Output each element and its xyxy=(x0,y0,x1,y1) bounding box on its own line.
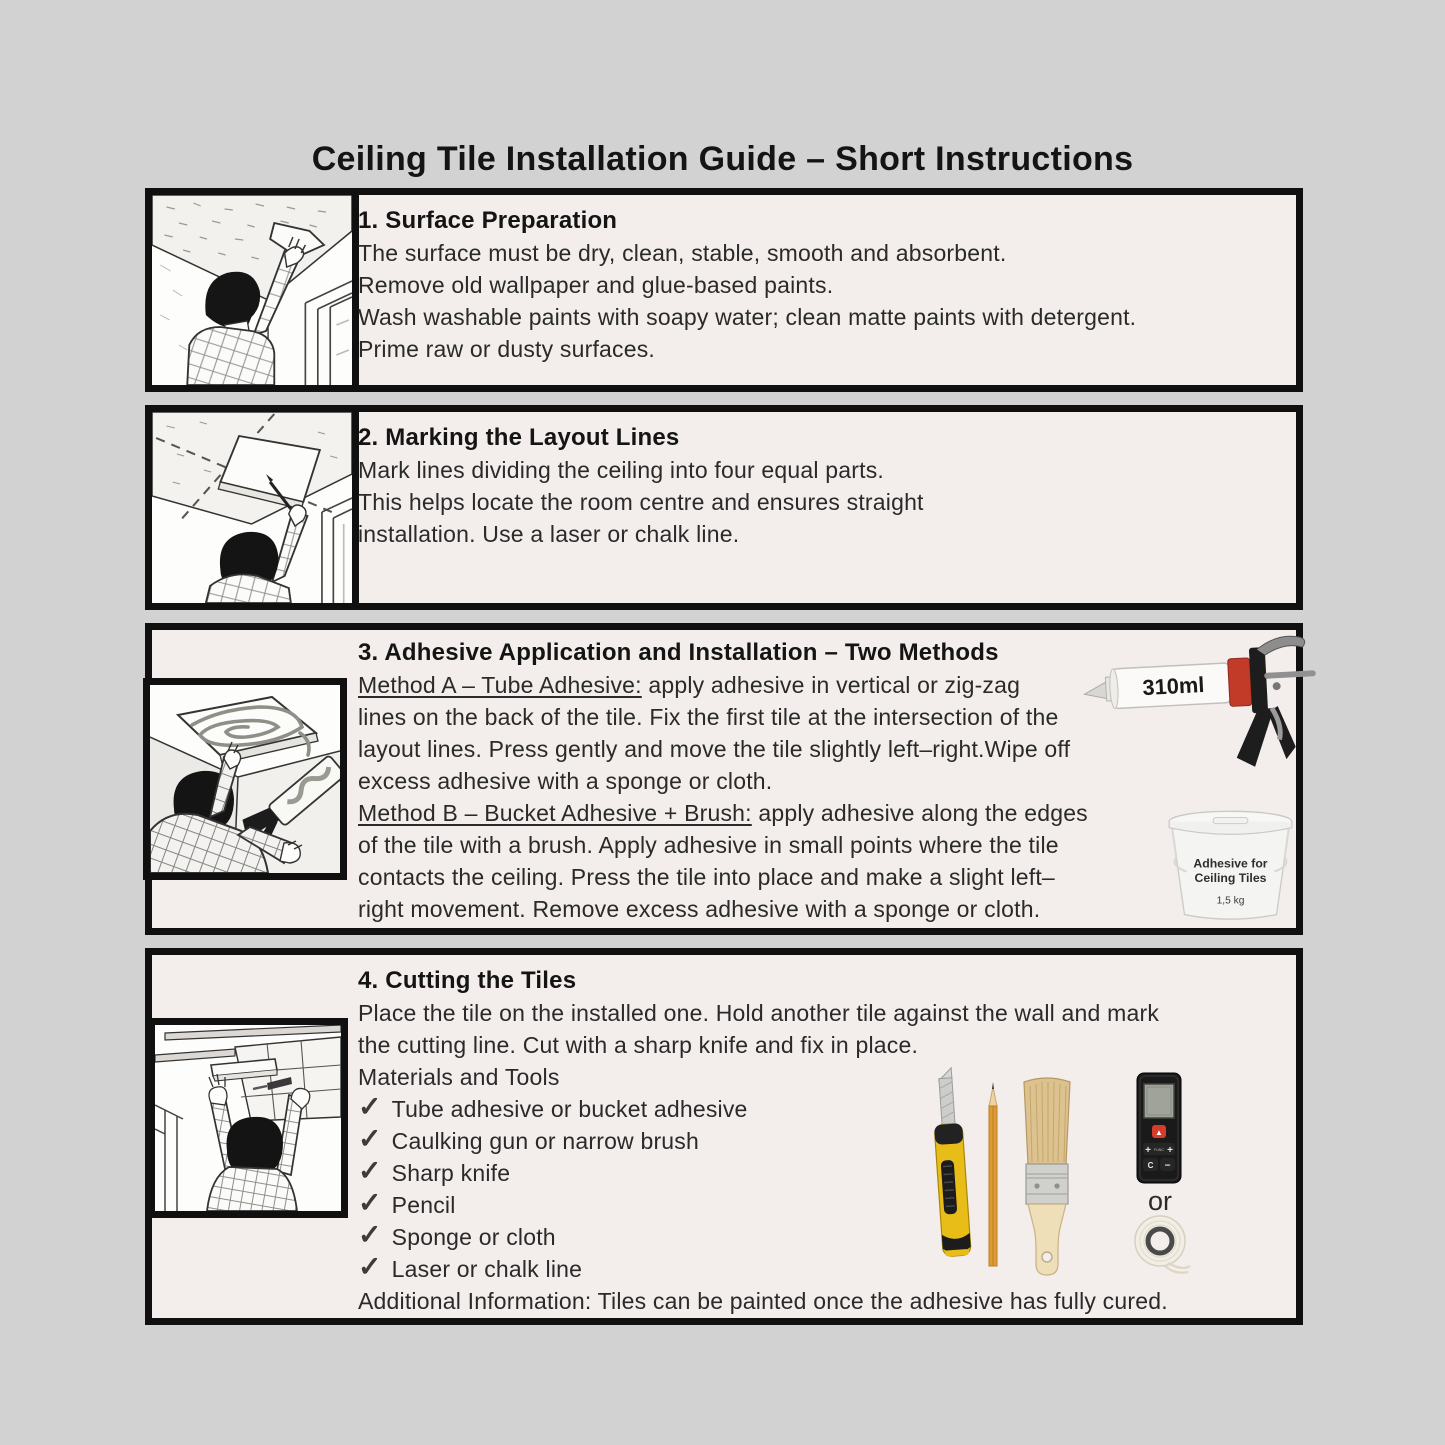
laser-plus-right: + xyxy=(1167,1145,1173,1156)
section1-line: The surface must be dry, clean, stable, smooth and absorbent. xyxy=(358,240,1007,266)
pencil-drawing xyxy=(984,1080,1002,1268)
section3-line: layout lines. Press gently and move the tile slightly left–right.Wipe off xyxy=(358,736,1071,762)
section-surface-preparation xyxy=(145,188,1303,392)
checklist-item-label: Caulking gun or narrow brush xyxy=(391,1128,699,1154)
laser-c-button: C xyxy=(1147,1161,1154,1170)
caulking-gun-drawing xyxy=(1082,632,1320,774)
section3-line: Method A – Tube Adhesive: apply adhesive in vertical or zig-zag xyxy=(358,672,1021,698)
section1-heading: 1. Surface Preparation xyxy=(358,207,618,234)
section3-line: lines on the back of the tile. Fix the first tile at the intersection of the xyxy=(358,704,1059,730)
utility-knife-drawing xyxy=(924,1066,978,1266)
chalk-line-drawing xyxy=(1130,1214,1192,1276)
brush-drawing xyxy=(1016,1076,1078,1278)
section1-line: Wash washable paints with soapy water; clean matte paints with detergent. xyxy=(358,304,1137,330)
checklist-item-label: Sharp knife xyxy=(391,1160,511,1186)
checkmark-icon: ✓ xyxy=(358,1187,382,1218)
utility-knife-image xyxy=(924,1066,978,1266)
section-marking-layout xyxy=(145,405,1303,610)
section4-heading: 4. Cutting the Tiles xyxy=(358,967,577,994)
bucket-label-line2: Ceiling Tiles xyxy=(1194,870,1267,885)
adhesive-bucket-image xyxy=(1162,806,1300,924)
section4-line: Place the tile on the installed one. Hold another tile against the wall and mark xyxy=(358,1000,1160,1026)
pencil-image xyxy=(984,1080,1002,1268)
laser-minus-button: − xyxy=(1164,1160,1171,1172)
section1-line: Prime raw or dusty surfaces. xyxy=(358,336,656,362)
laser-func-label: FUNC xyxy=(1154,1148,1164,1152)
additional-information: Additional Information: Tiles can be painted once the adhesive has fully cured. xyxy=(358,1288,1168,1314)
checklist-item-label: Tube adhesive or bucket adhesive xyxy=(391,1096,748,1122)
marking-drawing xyxy=(152,412,352,603)
checkmark-icon: ✓ xyxy=(358,1251,382,1282)
illustration-surface-prep xyxy=(152,195,359,385)
page-title: Ceiling Tile Installation Guide – Short Instructions xyxy=(311,140,1134,178)
section3-line: Method B – Bucket Adhesive + Brush: apply adhesive along the edges xyxy=(358,800,1088,826)
section3-line: of the tile with a brush. Apply adhesive in small points where the tile xyxy=(358,832,1059,858)
adhesive-drawing xyxy=(150,685,340,873)
cutting-drawing xyxy=(155,1025,341,1211)
brush-image xyxy=(1016,1076,1078,1278)
illustration-adhesive-application xyxy=(143,678,347,880)
illustration-cutting-tiles xyxy=(148,1018,348,1218)
section1-line: Remove old wallpaper and glue-based paints. xyxy=(358,272,834,298)
caulking-gun-image xyxy=(1082,632,1320,774)
surface-prep-drawing xyxy=(152,195,352,385)
section3-line: excess adhesive with a sponge or cloth. xyxy=(358,768,773,794)
section2-heading: 2. Marking the Layout Lines xyxy=(358,424,680,451)
tube-volume-label: 310ml xyxy=(1141,671,1205,701)
checklist-item-label: Pencil xyxy=(391,1192,456,1218)
section2-line: installation. Use a laser or chalk line. xyxy=(358,521,740,547)
bucket-label-line1: Adhesive for xyxy=(1193,856,1268,871)
section3-heading: 3. Adhesive Application and Installation – Two Methods xyxy=(358,639,999,666)
laser-measure-drawing xyxy=(1136,1072,1182,1184)
checklist-item-label: Laser or chalk line xyxy=(391,1256,583,1282)
section2-line: This helps locate the room centre and ensures straight xyxy=(358,489,924,515)
bucket-drawing xyxy=(1162,806,1300,924)
or-label: or xyxy=(1147,1186,1172,1216)
illustration-marking-layout xyxy=(152,412,359,603)
bucket-weight-label: 1,5 kg xyxy=(1216,895,1245,907)
materials-tools-heading: Materials and Tools xyxy=(358,1064,560,1090)
laser-trigger-label: ▲ xyxy=(1155,1128,1163,1137)
checkmark-icon: ✓ xyxy=(358,1155,382,1186)
section2-text xyxy=(358,422,1286,550)
section4-line: the cutting line. Cut with a sharp knife and fix in place. xyxy=(358,1032,919,1058)
chalk-line-image xyxy=(1130,1214,1192,1276)
checklist-item-label: Sponge or cloth xyxy=(391,1224,556,1250)
section3-line: right movement. Remove excess adhesive with a sponge or cloth. xyxy=(358,896,1041,922)
checkmark-icon: ✓ xyxy=(358,1123,382,1154)
checkmark-icon: ✓ xyxy=(358,1091,382,1122)
section1-text xyxy=(358,205,1286,365)
checkmark-icon: ✓ xyxy=(358,1219,382,1250)
section2-line: Mark lines dividing the ceiling into four equal parts. xyxy=(358,457,885,483)
section3-line: contacts the ceiling. Press the tile into place and make a slight left– xyxy=(358,864,1055,890)
laser-measure-image xyxy=(1136,1072,1182,1184)
laser-plus-left: + xyxy=(1145,1145,1151,1156)
